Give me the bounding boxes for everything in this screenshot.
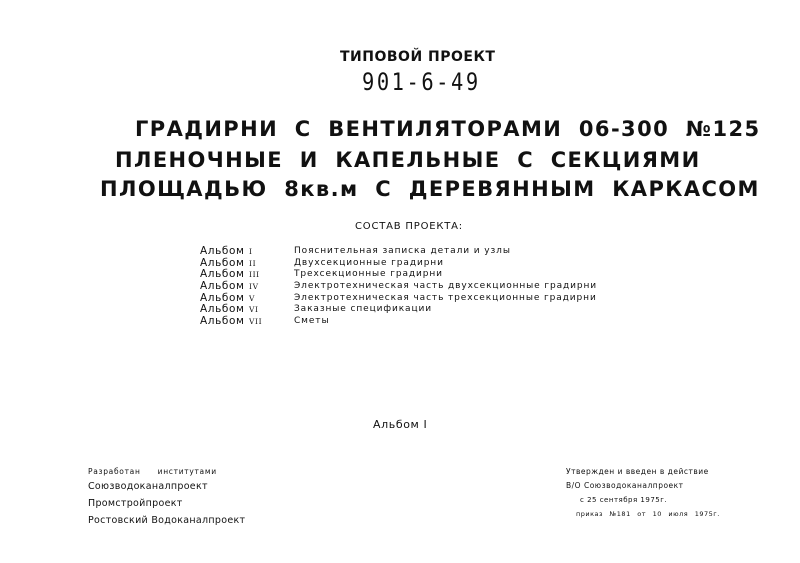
- project-type-label: ТИПОВОЙ ПРОЕКТ: [340, 49, 496, 65]
- album-row-2: [200, 258, 720, 270]
- project-number: 901-6-49: [362, 68, 481, 96]
- album-label: Альбом: [200, 315, 245, 328]
- album-description: Электротехническая часть трехсекционные градирни: [294, 292, 597, 303]
- title-line-1: ГРАДИРНИ С ВЕНТИЛЯТОРАМИ 06-300 №125: [135, 117, 761, 141]
- album-row-5: [200, 293, 720, 305]
- developer-org: Союзводоканалпроект: [88, 481, 208, 492]
- album-description: Пояснительная записка детали и узлы: [294, 246, 511, 256]
- album-label: Альбом: [200, 291, 245, 304]
- title-line-3: ПЛОЩАДЬЮ 8кв.м С ДЕРЕВЯННЫМ КАРКАСОМ: [100, 177, 760, 201]
- album-row-1: [200, 246, 720, 258]
- album-description: Электротехническая часть двухсекционные градирни: [294, 281, 598, 292]
- album-number: V: [249, 293, 256, 303]
- approval-line-2: В/О Союзводоканалпроект: [566, 481, 684, 490]
- album-label: Альбом: [200, 256, 245, 269]
- title-line-2: ПЛЕНОЧНЫЕ И КАПЕЛЬНЫЕ С СЕКЦИЯМИ: [115, 148, 701, 172]
- album-row-6: [200, 304, 720, 316]
- album-label: Альбом: [200, 303, 245, 316]
- developers-heading: Разработан институтами: [88, 467, 217, 476]
- album-description: Двухсекционные градирни: [294, 257, 444, 268]
- developers-block: [88, 466, 245, 529]
- album-description: Трехсекционные градирни: [294, 269, 443, 280]
- album-description: Сметы: [294, 316, 330, 327]
- developer-org: Промстройпроект: [88, 498, 183, 509]
- album-label: Альбом: [200, 280, 245, 293]
- album-number: IV: [249, 282, 259, 292]
- album-description: Заказные спецификации: [294, 304, 432, 315]
- album-number: VII: [249, 317, 263, 327]
- approval-line-3: с 25 сентября 1975г.: [580, 496, 668, 504]
- album-number: I: [249, 247, 253, 256]
- approval-block: [566, 465, 720, 521]
- developer-org: Ростовский Водоканалпроект: [88, 515, 246, 526]
- album-row-3: [200, 269, 720, 281]
- current-album-label: Альбом I: [373, 418, 428, 431]
- album-row-4: [200, 281, 720, 293]
- album-label: Альбом: [200, 245, 245, 257]
- album-number: VI: [249, 305, 259, 315]
- album-row-7: [200, 316, 720, 328]
- album-number: II: [249, 258, 257, 268]
- composition-heading: СОСТАВ ПРОЕКТА:: [355, 221, 463, 232]
- album-label: Альбом: [200, 268, 245, 281]
- album-number: III: [249, 270, 260, 280]
- approval-line-4: приказ №181 от 10 июля 1975г.: [576, 510, 720, 518]
- approval-line-1: Утвержден и введен в действие: [566, 467, 709, 476]
- album-list: [200, 246, 720, 328]
